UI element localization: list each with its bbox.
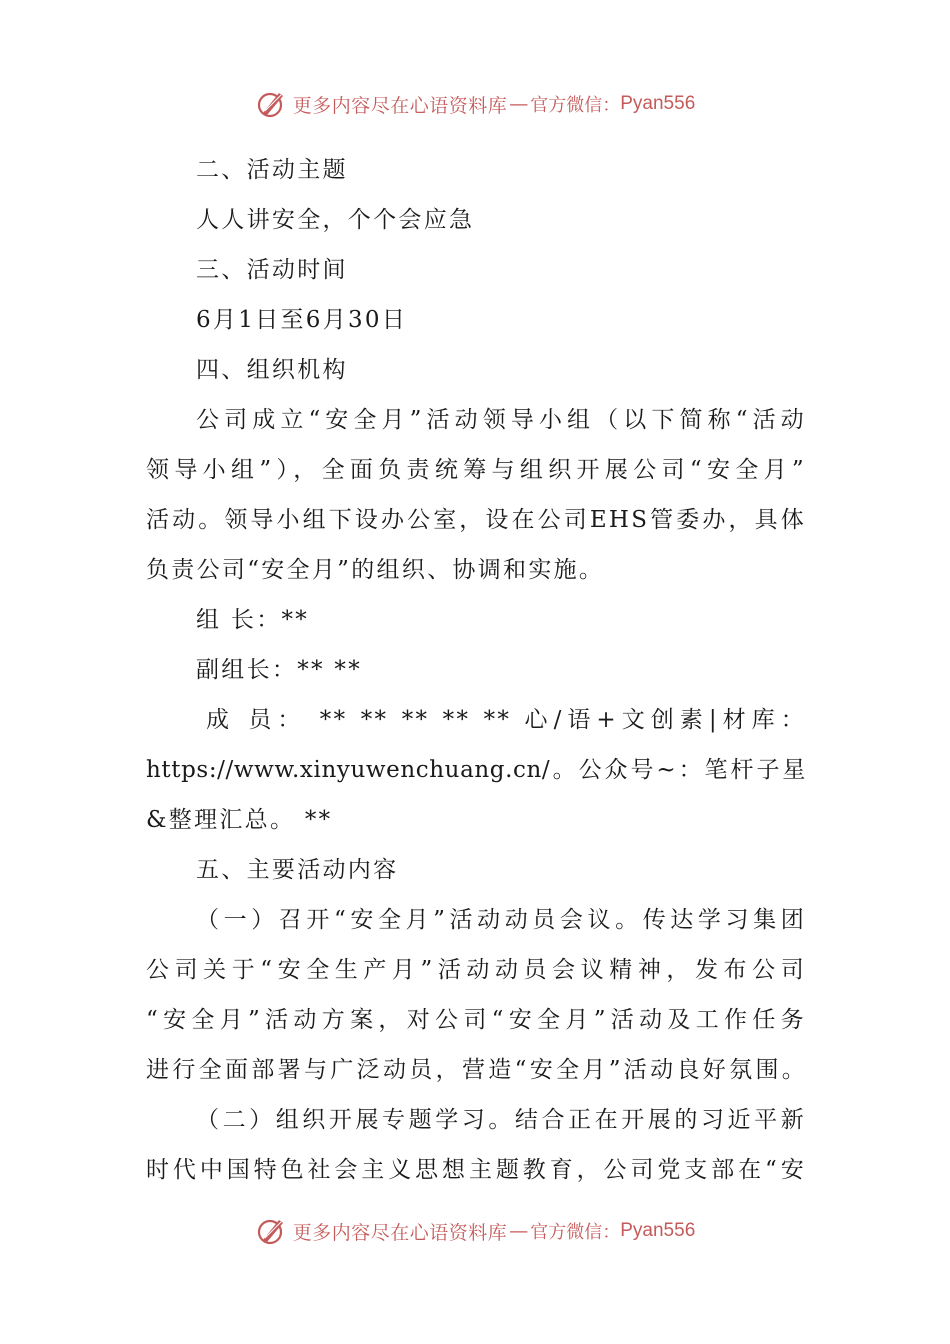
watermark-wechat-label: 官方微信： xyxy=(530,1222,621,1243)
members-line: &整理汇总。 ** xyxy=(146,807,333,833)
watermark-dash: — xyxy=(509,93,529,115)
deputy-leader: 副组长：** ** xyxy=(196,657,363,683)
watermark-title: 更多内容尽在心语资料库 xyxy=(292,1221,508,1244)
watermark-dash: — xyxy=(509,1220,529,1242)
activity-paragraph-line: 时代中国特色社会主义思想主题教育，公司党支部在“安 xyxy=(146,1157,806,1183)
watermark-wechat-id: Pyan556 xyxy=(620,1220,696,1241)
watermark-header xyxy=(0,84,950,124)
organization-paragraph-line: 领导小组”），全面负责统筹与组织开展公司“安全月” xyxy=(146,457,806,483)
organization-paragraph-line: 活动。领导小组下设办公室，设在公司EHS管委办，具体 xyxy=(146,507,806,533)
activity-paragraph-line: （一）召开“安全月”活动动员会议。传达学习集团 xyxy=(196,907,806,933)
section-heading-theme: 二、活动主题 xyxy=(196,157,348,183)
activity-paragraph-line: 进行全面部署与广泛动员，营造“安全月”活动良好氛围。 xyxy=(146,1057,806,1083)
activity-paragraph-line: （二）组织开展专题学习。结合正在开展的习近平新 xyxy=(196,1107,806,1133)
section-heading-activities: 五、主要活动内容 xyxy=(196,857,399,883)
members-line: https://www.xinyuwenchuang.cn/。公众号~：笔杆子星 xyxy=(146,757,806,783)
theme-text: 人人讲安全，个个会应急 xyxy=(196,207,475,233)
watermark-wechat-label: 官方微信： xyxy=(530,95,621,116)
time-text: 6月1日至6月30日 xyxy=(196,307,408,333)
activity-paragraph-line: 公司关于“安全生产月”活动动员会议精神，发布公司 xyxy=(146,957,806,983)
watermark-wechat-id: Pyan556 xyxy=(620,93,696,114)
watermark-title: 更多内容尽在心语资料库 xyxy=(292,94,508,117)
quill-logo-icon xyxy=(255,87,289,121)
organization-paragraph-line: 公司成立“安全月”活动领导小组（以下简称“活动 xyxy=(196,407,806,433)
section-heading-organization: 四、组织机构 xyxy=(196,357,348,383)
group-leader: 组 长：** xyxy=(196,607,310,633)
organization-paragraph-line: 负责公司“安全月”的组织、协调和实施。 xyxy=(146,557,605,583)
quill-logo-icon xyxy=(255,1214,289,1248)
members-line: 成 员： ** ** ** ** ** 心/语+文创素|材库： xyxy=(206,707,806,733)
section-heading-time: 三、活动时间 xyxy=(196,257,348,283)
watermark-footer xyxy=(0,1211,950,1251)
document-body xyxy=(146,145,806,1195)
activity-paragraph-line: “安全月”活动方案，对公司“安全月”活动及工作任务 xyxy=(146,1007,806,1033)
